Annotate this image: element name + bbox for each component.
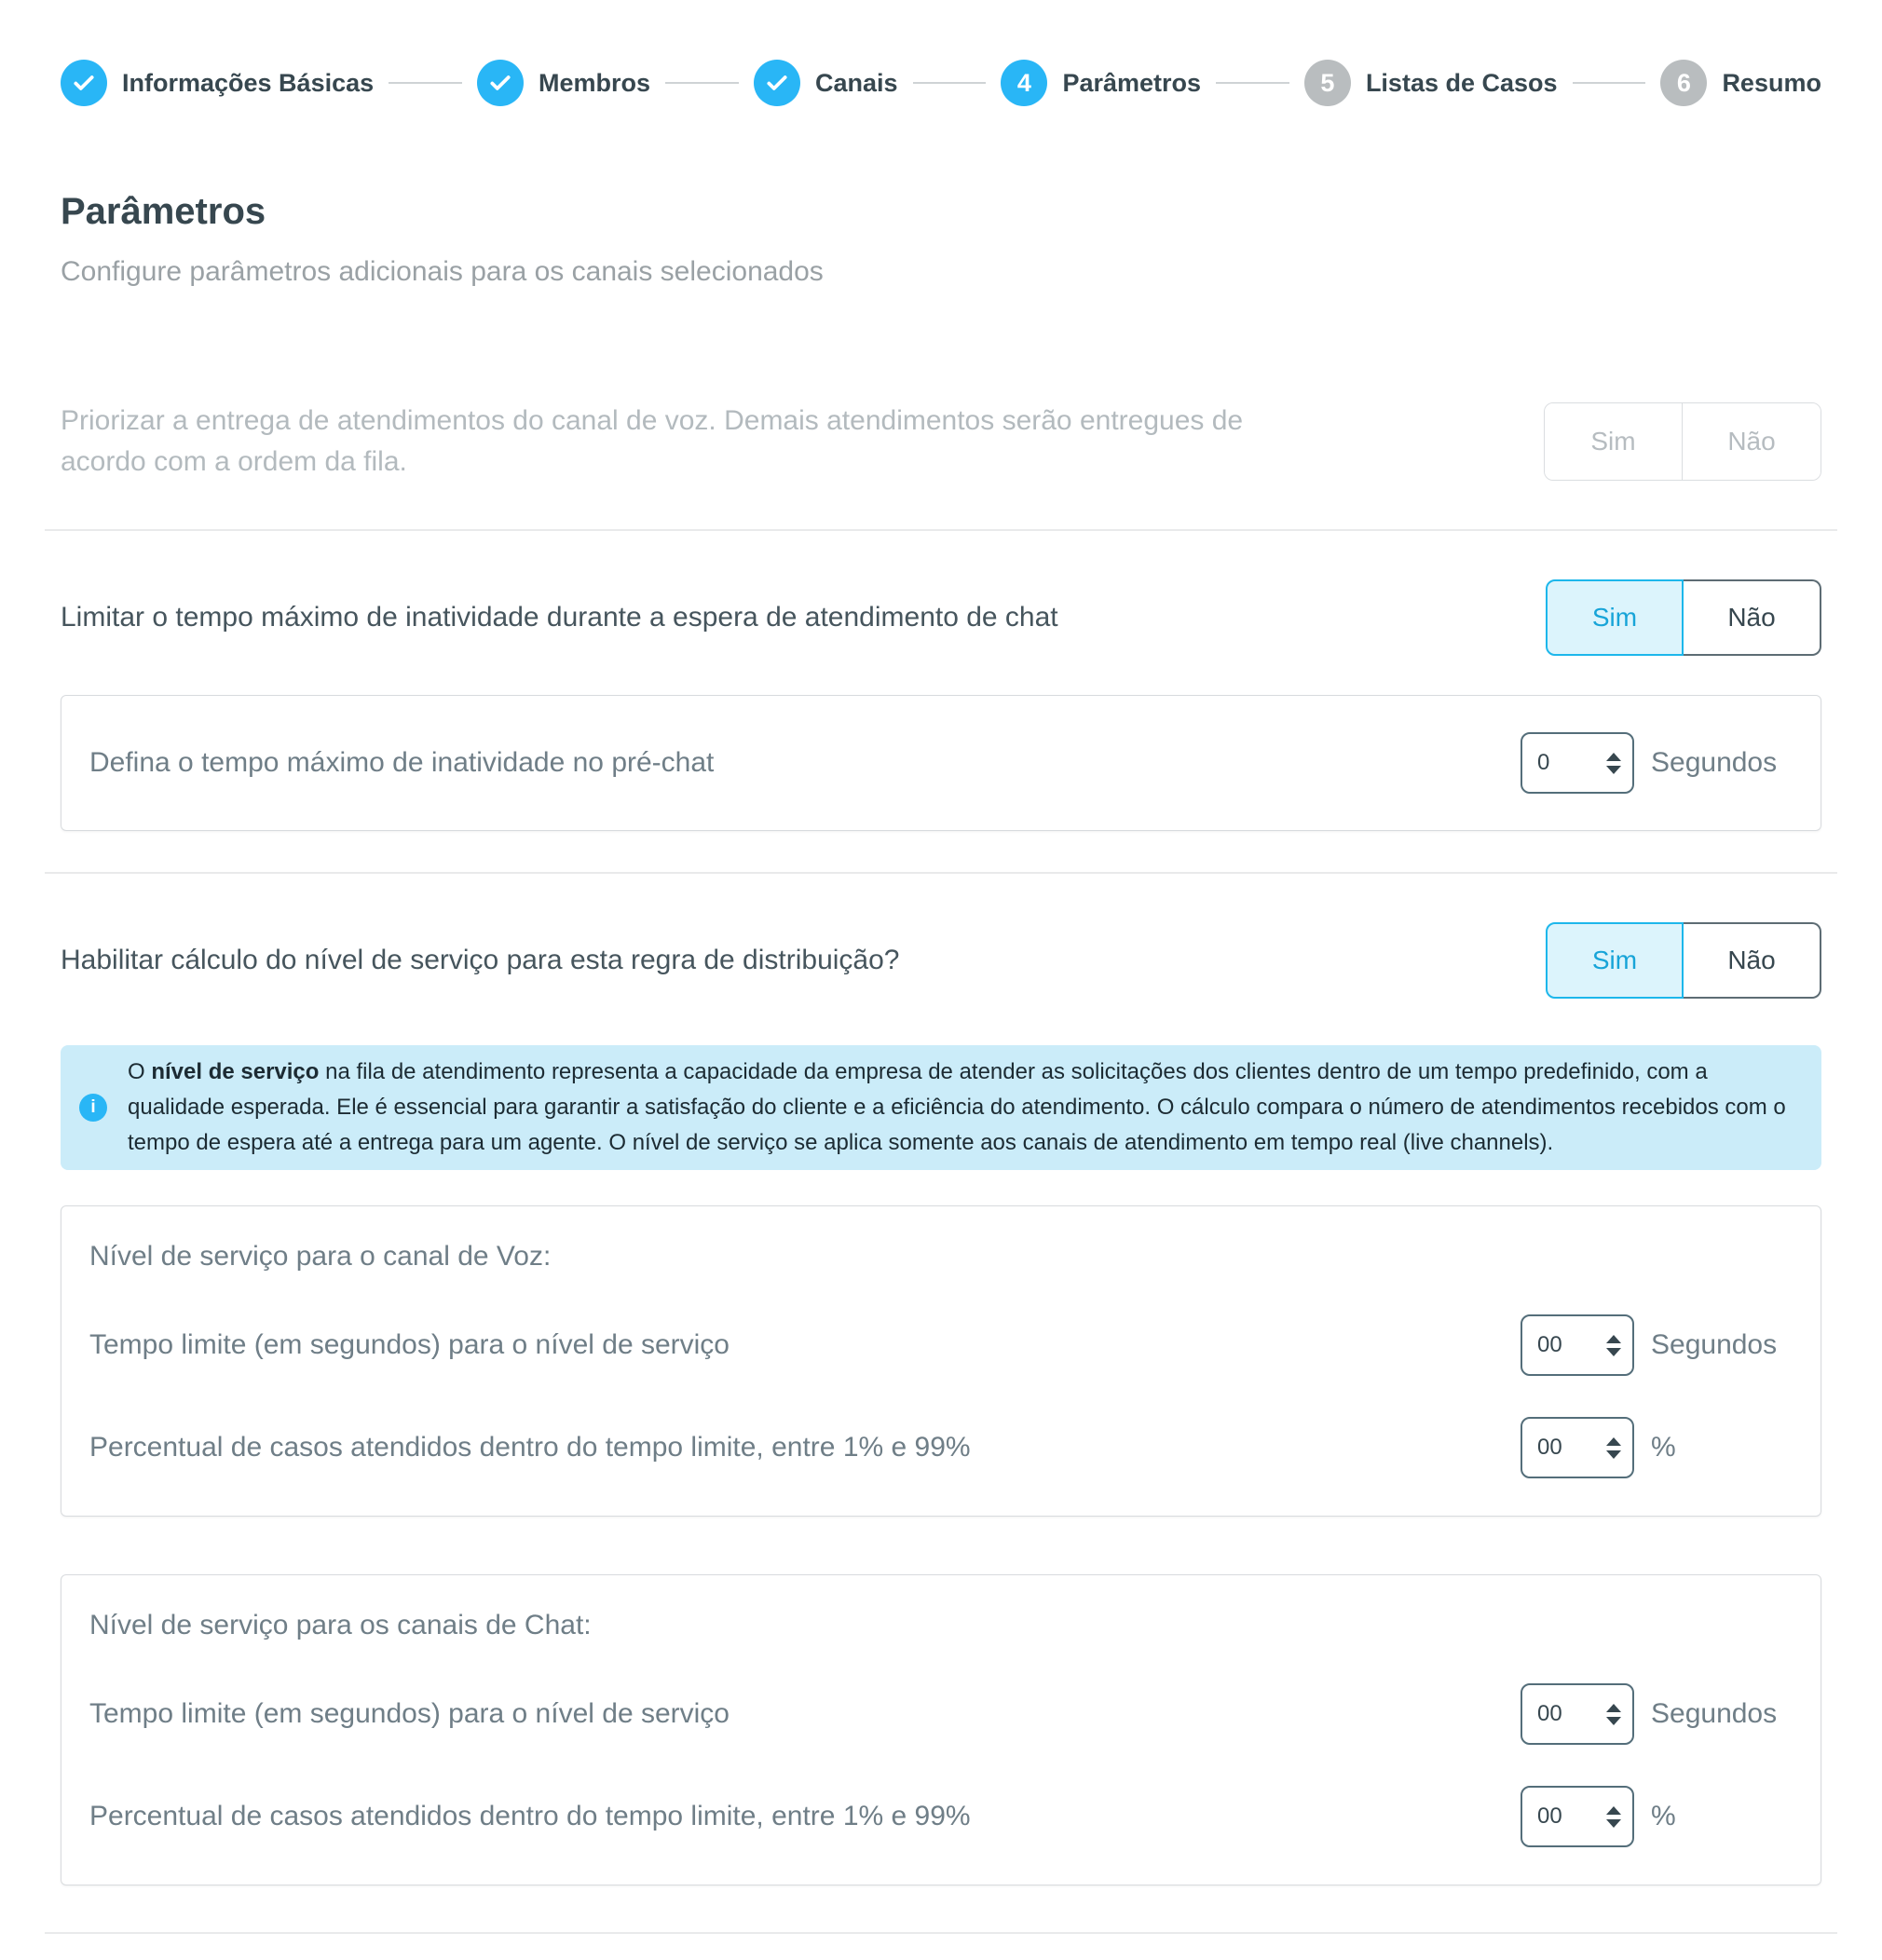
enable-service-level-no-button[interactable]: Não <box>1684 922 1821 999</box>
number-stepper-arrows-icon[interactable] <box>1606 1437 1621 1459</box>
step-label: Membros <box>539 68 651 97</box>
chat-time-limit-row <box>89 1683 1793 1745</box>
info-text-rest: na fila de atendimento representa a capacidade da empresa de atender as solicitações dos clientes dentro de um tempo predefinido, com a qualidade esperada. Ele é essencial para garantir a satisfação do cliente e a eficiência do atendimento. O cálculo compara o número de atendimentos recebidos com o tempo de espera até a entrega para um agente. O nível de serviço se aplica somente aos canais de atendimento em tempo real (live channels). <box>128 1059 1786 1155</box>
section-divider <box>45 529 1837 531</box>
step-label: Resumo <box>1722 68 1821 97</box>
step-connector <box>389 82 462 84</box>
limit-inactivity-yes-button[interactable]: Sim <box>1546 579 1684 656</box>
voice-percent-unit: % <box>1651 1432 1676 1463</box>
number-stepper-arrows-icon[interactable] <box>1606 1335 1621 1356</box>
section-divider <box>45 1932 1837 1934</box>
step-label: Canais <box>814 68 898 97</box>
step-parametros-active[interactable] <box>1001 60 1201 106</box>
service-level-info-box <box>61 1045 1821 1170</box>
prechat-timeout-control <box>1521 732 1793 794</box>
voice-percent-input[interactable] <box>1521 1417 1634 1478</box>
voice-percent-control <box>1521 1417 1793 1478</box>
chat-percent-label: Percentual de casos atendidos dentro do tempo limite, entre 1% e 99% <box>89 1801 971 1831</box>
voice-percent-value: 00 <box>1537 1435 1562 1460</box>
service-level-voice-box <box>61 1205 1821 1517</box>
check-icon <box>477 60 524 106</box>
chat-percent-control <box>1521 1786 1793 1847</box>
step-listas-de-casos[interactable] <box>1304 60 1558 106</box>
step-label: Informações Básicas <box>122 68 375 97</box>
step-number-badge: 4 <box>1001 60 1047 106</box>
service-level-chat-title: Nível de serviço para os canais de Chat: <box>89 1610 592 1640</box>
voice-percent-row <box>89 1417 1793 1478</box>
voice-time-limit-control <box>1521 1314 1793 1376</box>
priority-voice-toggle <box>1544 402 1821 481</box>
voice-time-limit-row <box>89 1314 1793 1376</box>
prechat-seconds-input[interactable] <box>1521 732 1634 794</box>
check-icon <box>754 60 800 106</box>
step-membros[interactable] <box>477 60 650 106</box>
chat-time-limit-value: 00 <box>1537 1701 1562 1726</box>
info-icon: i <box>79 1094 107 1122</box>
enable-service-level-yes-button[interactable]: Sim <box>1546 922 1684 999</box>
priority-voice-no-button[interactable]: Não <box>1683 403 1821 480</box>
page-subtitle: Configure parâmetros adicionais para os canais selecionados <box>61 256 824 287</box>
prechat-timeout-box <box>61 695 1821 831</box>
step-informacoes-basicas[interactable] <box>61 60 374 106</box>
step-resumo[interactable] <box>1660 60 1821 106</box>
voice-time-limit-value: 00 <box>1537 1332 1562 1357</box>
chat-time-limit-label: Tempo limite (em segundos) para o nível de serviço <box>89 1698 730 1729</box>
service-level-voice-title: Nível de serviço para o canal de Voz: <box>89 1241 552 1272</box>
number-stepper-arrows-icon[interactable] <box>1606 1704 1621 1725</box>
chat-percent-value: 00 <box>1537 1803 1562 1829</box>
prechat-seconds-value: 0 <box>1537 750 1550 775</box>
service-level-chat-box <box>61 1574 1821 1885</box>
limit-inactivity-row <box>61 579 1821 656</box>
step-label: Parâmetros <box>1062 68 1202 97</box>
info-text-prefix: O <box>128 1059 152 1084</box>
service-level-info-text <box>128 1055 1795 1161</box>
number-stepper-arrows-icon[interactable] <box>1606 753 1621 774</box>
voice-time-limit-label: Tempo limite (em segundos) para o nível de serviço <box>89 1329 730 1360</box>
chat-time-limit-unit: Segundos <box>1651 1698 1778 1729</box>
info-text-bold: nível de serviço <box>151 1059 320 1084</box>
limit-inactivity-no-button[interactable]: Não <box>1684 579 1821 656</box>
chat-percent-row <box>89 1786 1793 1847</box>
priority-voice-yes-button[interactable]: Sim <box>1545 403 1683 480</box>
prechat-seconds-unit: Segundos <box>1651 747 1778 778</box>
step-connector <box>665 82 739 84</box>
page-title: Parâmetros <box>61 191 266 232</box>
priority-voice-label: Priorizar a entrega de atendimentos do canal de voz. Demais atendimentos serão entregues de acordo com a ordem da fila. <box>61 405 1244 477</box>
voice-percent-label: Percentual de casos atendidos dentro do tempo limite, entre 1% e 99% <box>89 1432 971 1463</box>
enable-service-level-label: Habilitar cálculo do nível de serviço para esta regra de distribuição? <box>61 945 900 975</box>
voice-time-limit-input[interactable] <box>1521 1314 1634 1376</box>
step-connector <box>1573 82 1646 84</box>
step-label: Listas de Casos <box>1365 68 1558 97</box>
limit-inactivity-toggle <box>1546 579 1821 656</box>
section-divider <box>45 872 1837 874</box>
parameters-wizard-page <box>0 58 1882 1934</box>
chat-time-limit-control <box>1521 1683 1793 1745</box>
chat-time-limit-input[interactable] <box>1521 1683 1634 1745</box>
wizard-stepper <box>61 58 1821 108</box>
priority-voice-row <box>61 399 1821 484</box>
step-connector <box>1216 82 1289 84</box>
number-stepper-arrows-icon[interactable] <box>1606 1806 1621 1828</box>
prechat-timeout-label: Defina o tempo máximo de inatividade no pré-chat <box>89 747 715 778</box>
step-canais[interactable] <box>754 60 898 106</box>
enable-service-level-row <box>61 922 1821 999</box>
step-number-badge: 5 <box>1304 60 1351 106</box>
step-connector <box>913 82 987 84</box>
check-icon <box>61 60 107 106</box>
chat-percent-input[interactable] <box>1521 1786 1634 1847</box>
enable-service-level-toggle <box>1546 922 1821 999</box>
step-number-badge: 6 <box>1660 60 1707 106</box>
chat-percent-unit: % <box>1651 1801 1676 1831</box>
voice-time-limit-unit: Segundos <box>1651 1329 1778 1360</box>
limit-inactivity-label: Limitar o tempo máximo de inatividade durante a espera de atendimento de chat <box>61 602 1058 633</box>
